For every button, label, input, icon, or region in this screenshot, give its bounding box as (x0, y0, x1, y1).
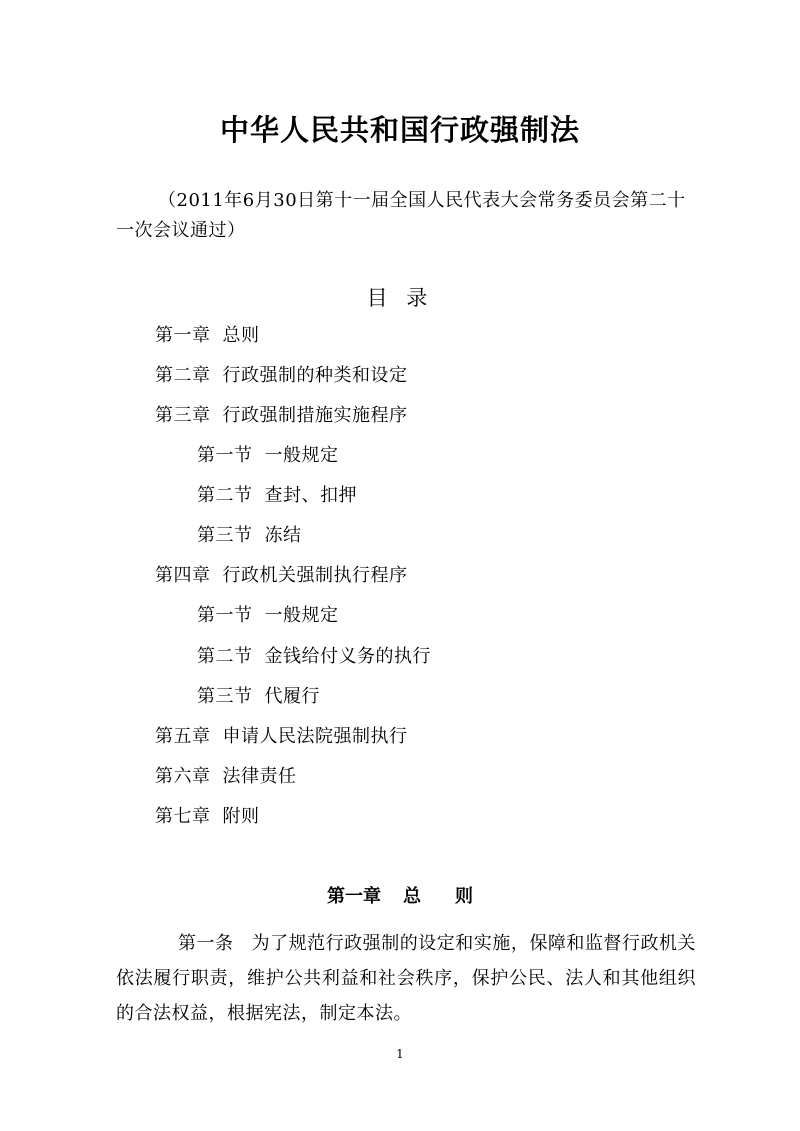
page-number: 1 (396, 1047, 404, 1061)
toc-entry-chapter-2 (155, 363, 408, 389)
toc-entry-title: 总则 (222, 325, 260, 346)
toc-entry-chapter-3 (155, 403, 408, 429)
toc-entry-title: 申请人民法院强制执行 (222, 726, 408, 747)
chapter-heading (0, 884, 800, 910)
toc-entry-title: 金钱给付义务的执行 (264, 646, 431, 667)
toc-entry-number: 第四章 (155, 565, 211, 586)
toc-entry-chapter-4 (155, 563, 408, 589)
toc-entry-chapter-4-section-3 (197, 684, 320, 710)
toc-entry-chapter-3-section-3 (197, 523, 302, 549)
toc-entry-number: 第六章 (155, 766, 211, 787)
toc-entry-title: 行政强制措施实施程序 (222, 405, 408, 426)
article-paragraph (116, 926, 696, 1031)
toc-entry-chapter-4-section-2 (197, 644, 431, 670)
toc-entry-title: 代履行 (264, 686, 320, 707)
toc-entry-chapter-1 (155, 323, 260, 349)
toc-entry-number: 第一章 (155, 325, 211, 346)
toc-entry-title: 冻结 (264, 525, 302, 546)
toc-entry-title: 一般规定 (264, 445, 339, 466)
toc-entry-number: 第一节 (197, 445, 253, 466)
toc-entry-chapter-6 (155, 764, 297, 790)
toc-entry-chapter-3-section-2 (197, 483, 357, 509)
chapter-number: 第一章 (327, 886, 381, 907)
toc-entry-chapter-4-section-1 (197, 603, 339, 629)
toc-entry-title: 行政机关强制执行程序 (222, 565, 408, 586)
toc-entry-chapter-5 (155, 724, 408, 750)
law-title: 中华人民共和国行政强制法 (219, 113, 580, 147)
adoption-note: （2011年6月30日第十一届全国人民代表大会常务委员会第二十一次会议通过） (116, 190, 686, 241)
toc-entry-number: 第三节 (197, 686, 253, 707)
toc-entry-number: 第三章 (155, 405, 211, 426)
toc-entry-number: 第三节 (197, 525, 253, 546)
toc-entry-number: 第二节 (197, 646, 253, 667)
toc-entry-title: 查封、扣押 (264, 485, 357, 506)
toc-entry-number: 第二节 (197, 485, 253, 506)
toc-entry-title: 法律责任 (222, 766, 297, 787)
toc-entry-number: 第二章 (155, 365, 211, 386)
article-text: 为了规范行政强制的设定和实施，保障和监督行政机关依法履行职责，维护公共利益和社会秩序，保护公民、法人和其他组织的合法权益，根据宪法，制定本法。 (116, 933, 697, 1024)
toc-entry-number: 第七章 (155, 806, 211, 827)
toc-entry-title: 附则 (222, 806, 260, 827)
toc-entry-title: 一般规定 (264, 605, 339, 626)
toc-entry-chapter-7 (155, 804, 260, 830)
toc-entry-number: 第五章 (155, 726, 211, 747)
article-number: 第一条 (178, 933, 234, 954)
toc-entry-number: 第一节 (197, 605, 253, 626)
toc-entry-chapter-3-section-1 (197, 443, 339, 469)
toc-entry-title: 行政强制的种类和设定 (222, 365, 408, 386)
toc-heading: 目 录 (366, 286, 434, 310)
chapter-title: 总则 (403, 886, 507, 907)
